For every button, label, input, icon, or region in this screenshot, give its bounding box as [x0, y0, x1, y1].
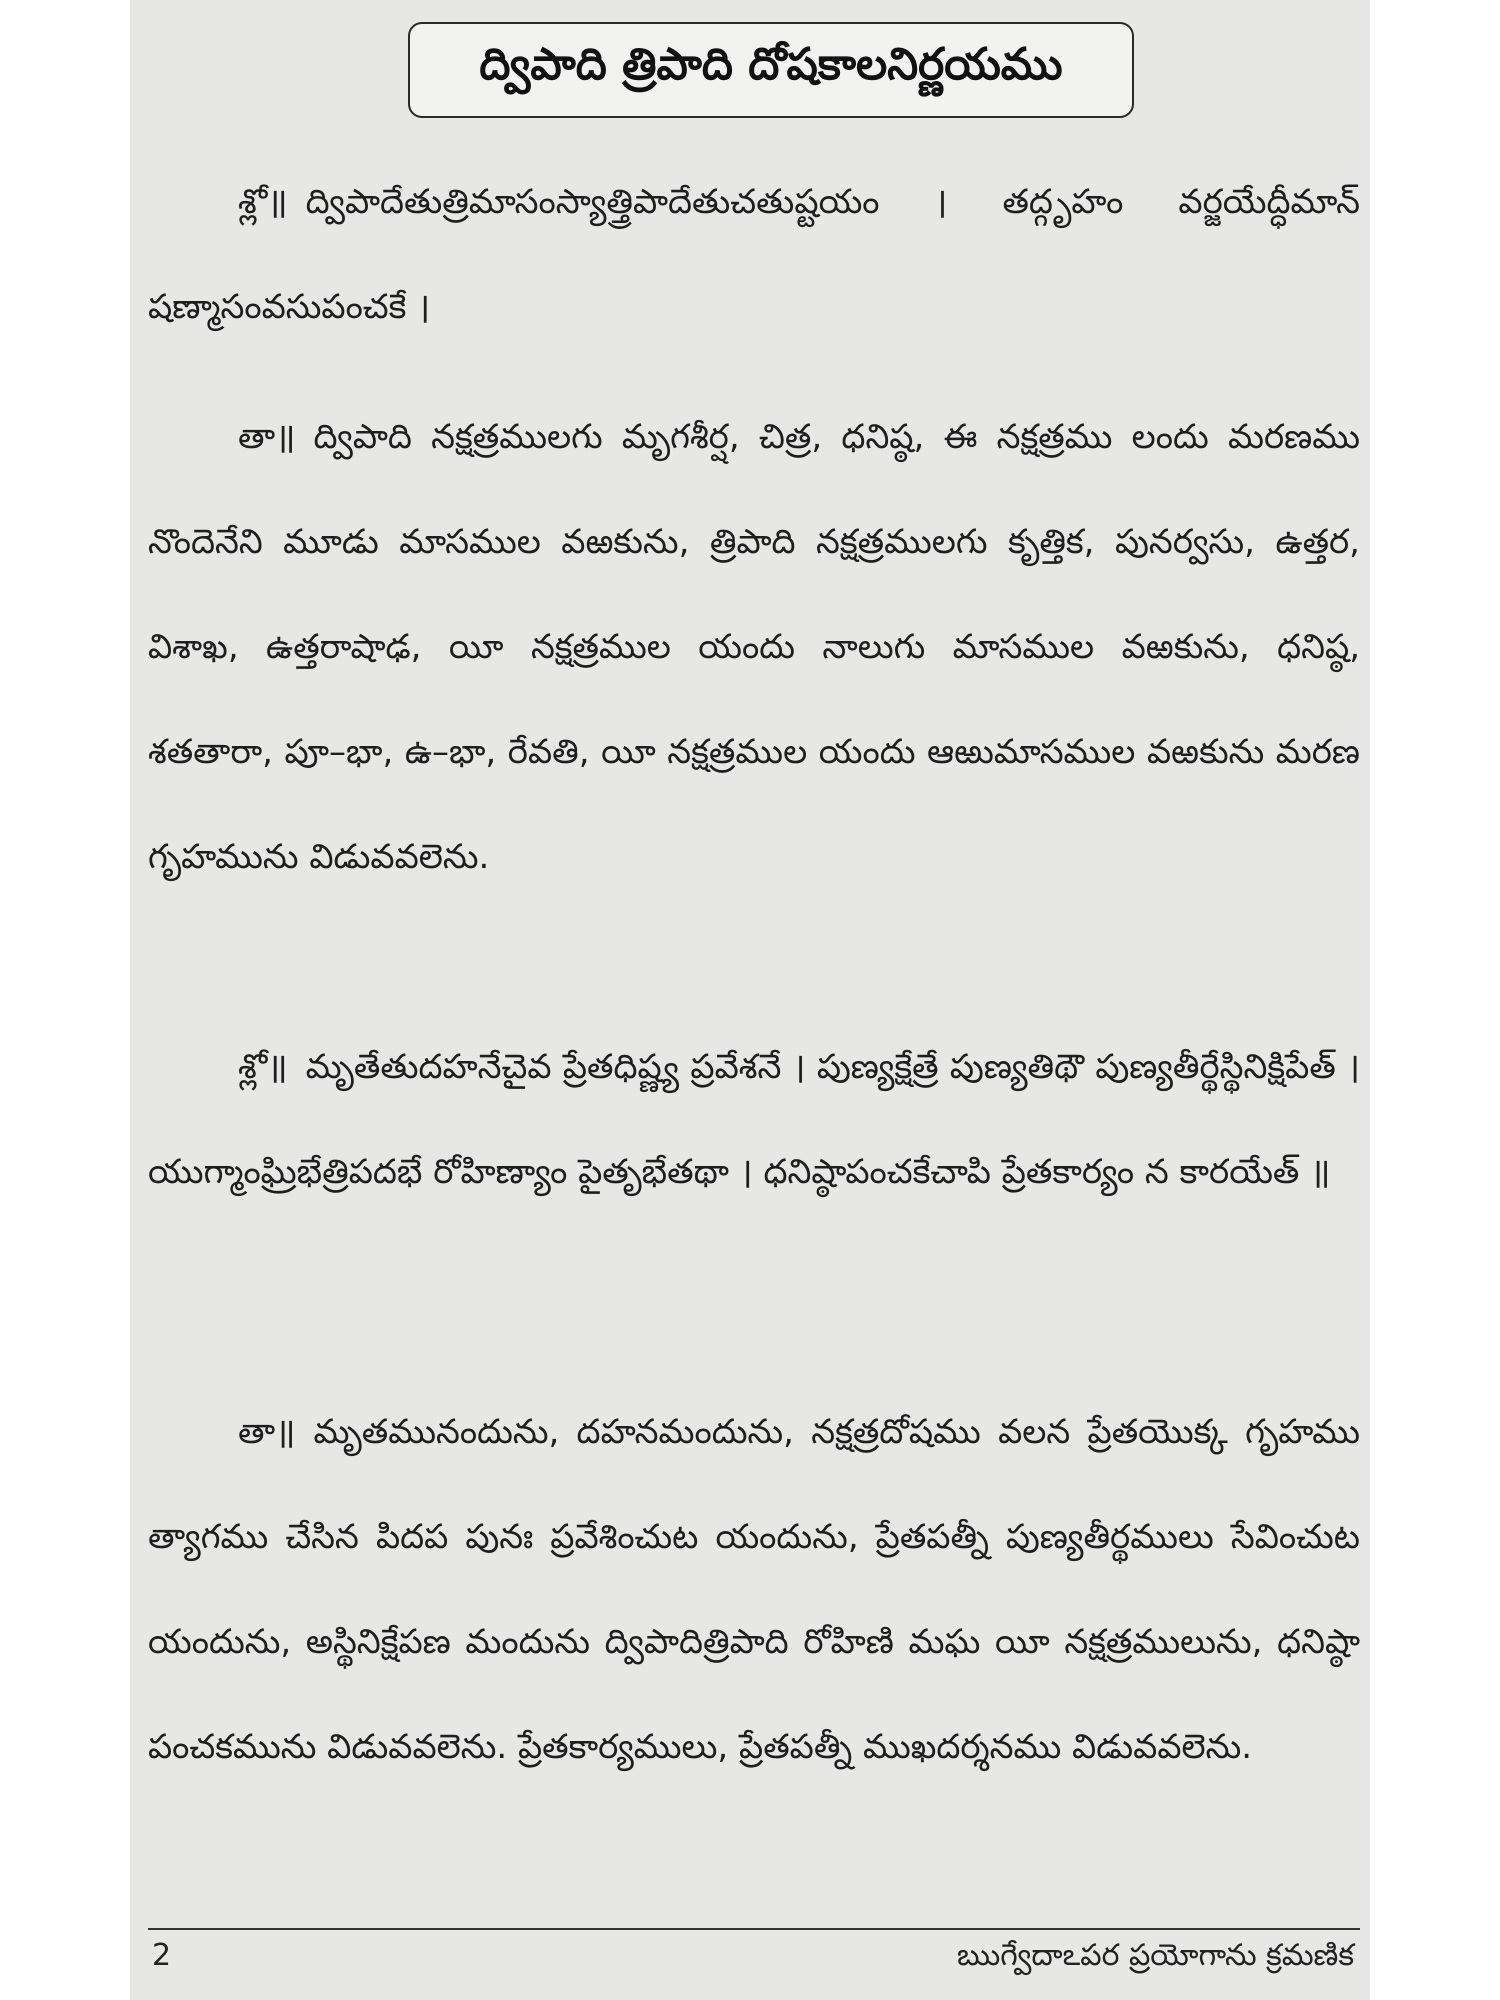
page-number: 2 [152, 1938, 172, 1973]
meaning-label: తా॥ [238, 1412, 296, 1452]
verse-label: శ్లో॥ [238, 182, 288, 222]
verse-text: మృతేతుదహనేచైవ ప్రేతధిష్ణ్య ప్రవేశనే । పుణ్యక్షేత్రే పుణ్యతిథౌ పుణ్యతీర్థేస్థినిక్షిపేత్ । యుగ్మాంఘ్రిభేత్రిపదభే రోహిణ్యాం పైతృభేతథా । ధనిష్ఠాపంచకేచాపి ప్రేతకార్యం న కారయేత్ ॥ [148, 1047, 1360, 1192]
meaning-paragraph-1 [148, 385, 1360, 910]
meaning-text: మృతమునందును, దహనమందును, నక్షత్రదోషము వలన ప్రేతయొక్క గృహము త్యాగము చేసిన పిదప పునః ప్రవేశించుట యందును, ప్రేతపత్నీ పుణ్యతీర్థములు సేవించుట యందును, అస్థినిక్షేపణ మందును ద్విపాదిత్రిపాది రోహిణి మఘ యీ నక్షత్రములును, ధనిష్ఠా పంచకమును విడువవలెను. ప్రేతకార్యములు, ప్రేతపత్నీ ముఖదర్శనము విడువవలెను. [148, 1412, 1360, 1767]
section-heading-box [408, 22, 1134, 118]
running-footer-title: ఋగ్వేదాఽపర ప్రయోగాను క్రమణిక [957, 1938, 1354, 1973]
page-content [148, 0, 1360, 2000]
meaning-text: ద్విపాది నక్షత్రములగు మృగశీర్ష, చిత్ర, ధనిష్ఠ, ఈ నక్షత్రము లందు మరణము నొందెనేని మూడు మాసముల వఱకును, త్రిపాది నక్షత్రములగు కృత్తిక, పునర్వసు, ఉత్తర, విశాఖ, ఉత్తరాషాఢ, యీ నక్షత్రముల యందు నాలుగు మాసముల వఱకును, ధనిష్ఠ, శతతారా, పూ–భా, ఉ–భా, రేవతి, యీ నక్షత్రముల యందు ఆఱుమాసముల వఱకును మరణ గృహమును విడువవలెను. [148, 417, 1360, 877]
book-page [130, 0, 1370, 2000]
verse-label: శ్లో॥ [238, 1047, 288, 1087]
verse-paragraph-1 [148, 150, 1360, 360]
verse-paragraph-2 [148, 1015, 1360, 1225]
section-heading: ద్విపాది త్రిపాది దోషకాలనిర్ణయము [479, 39, 1063, 90]
footer-divider [148, 1928, 1360, 1930]
verse-text: ద్విపాదేతుత్రిమాసంస్యాత్త్రిపాదేతుచతుష్టయం । తద్గృహం వర్జయేద్ధీమాన్ షణ్మాసంవసుపంచకే । [148, 182, 1360, 327]
meaning-paragraph-2 [148, 1380, 1360, 1800]
meaning-label: తా॥ [238, 417, 296, 457]
